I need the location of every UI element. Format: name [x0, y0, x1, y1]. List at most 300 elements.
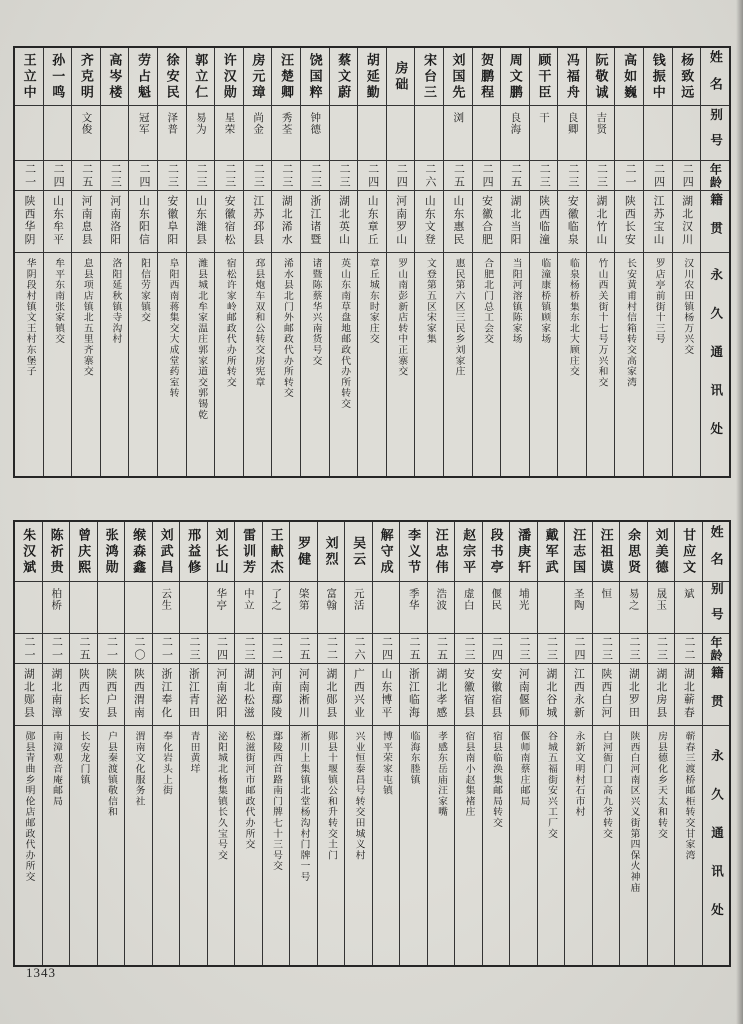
address-cell: 浠水县北门外邮政代办所转交: [281, 258, 293, 399]
name-cell: 汪志国: [565, 522, 592, 582]
name-cell: 徐安民: [158, 48, 186, 106]
person-column: [427, 522, 455, 965]
origin-cell: 湖北竹山: [587, 191, 615, 253]
age-cell: 二六: [345, 634, 372, 664]
person-column: [372, 522, 400, 965]
age-cell: 二〇: [125, 634, 152, 664]
age-cell: 二三: [510, 634, 537, 664]
alias-cell: [15, 582, 42, 634]
alias-cell: 华亭: [208, 582, 235, 634]
address-cell: 竹山西关街十七号万兴和交: [596, 258, 608, 388]
person-column: [100, 48, 129, 476]
header-alias: 别号: [701, 106, 729, 161]
origin-cell: 湖北浠水: [272, 191, 300, 253]
age-cell: 二三: [235, 634, 262, 664]
age-cell: 二三: [158, 161, 186, 191]
name-cell: 甘应文: [675, 522, 702, 582]
origin-cell: 河南罗山: [387, 191, 415, 253]
name-cell: 高如巍: [615, 48, 643, 106]
name-cell: 罗健: [290, 522, 317, 582]
name-cell: 蔡文蔚: [330, 48, 358, 106]
age-cell: 二六: [415, 161, 443, 191]
alias-cell: [15, 106, 43, 161]
origin-cell: 河南洛阳: [101, 191, 129, 253]
name-cell: 余思贤: [620, 522, 647, 582]
age-cell: 二一: [153, 634, 180, 664]
name-cell: 张鸿勋: [98, 522, 125, 582]
name-cell: 汪祖谟: [593, 522, 620, 582]
person-column: [243, 48, 272, 476]
address-cell: 长安龙门镇: [78, 731, 90, 785]
origin-cell: 湖北蕲春: [675, 664, 702, 726]
person-column: [500, 48, 529, 476]
alias-cell: 棨第: [290, 582, 317, 634]
person-column: [300, 48, 329, 476]
header-age: 年龄: [701, 161, 729, 191]
address-cell: 息县项店镇北五里齐寨交: [81, 258, 93, 377]
name-cell: 房元璋: [244, 48, 272, 106]
age-cell: 二三: [301, 161, 329, 191]
name-cell: 曾庆熙: [70, 522, 97, 582]
age-cell: 二三: [587, 161, 615, 191]
address-cell: 汉川农田镇杨万兴交: [682, 258, 694, 356]
name-cell: 刘武昌: [153, 522, 180, 582]
age-cell: 二五: [400, 634, 427, 664]
alias-cell: [644, 106, 672, 161]
name-cell: 汪忠伟: [428, 522, 455, 582]
person-column: [179, 522, 207, 965]
alias-cell: 钟德: [301, 106, 329, 161]
address-cell: 兴业恒泰昌号转交田城义村: [353, 731, 365, 861]
alias-cell: [101, 106, 129, 161]
origin-cell: 安徽合肥: [473, 191, 501, 253]
name-cell: 邢益修: [180, 522, 207, 582]
address-cell: 偃师南蔡庄邮局: [518, 731, 530, 807]
age-cell: 二五: [72, 161, 100, 191]
person-column: [414, 48, 443, 476]
alias-cell: [125, 582, 152, 634]
age-cell: 二四: [565, 634, 592, 664]
name-cell: 戴军武: [538, 522, 565, 582]
name-cell: 高岑楼: [101, 48, 129, 106]
alias-cell: 偃民: [483, 582, 510, 634]
origin-cell: 安徽临泉: [558, 191, 586, 253]
origin-cell: 山东潍县: [187, 191, 215, 253]
person-column: [557, 48, 586, 476]
origin-cell: 陕西华阴: [15, 191, 43, 253]
header-origin: 籍贯: [703, 664, 730, 726]
person-column: [454, 522, 482, 965]
age-cell: 二二: [675, 634, 702, 664]
person-column: [509, 522, 537, 965]
name-cell: 刘长山: [208, 522, 235, 582]
alias-cell: 吉贤: [587, 106, 615, 161]
address-cell: 临潼康桥镇顾家场: [539, 258, 551, 345]
alias-cell: 星荣: [215, 106, 243, 161]
origin-cell: 河南淅川: [290, 664, 317, 726]
alias-cell: 季华: [400, 582, 427, 634]
address-cell: 松滋街河市邮政代办所交: [243, 731, 255, 850]
address-cell: 罗山南彭新店转中正寨交: [396, 258, 408, 377]
person-column: [674, 522, 702, 965]
origin-cell: 湖北南漳: [43, 664, 70, 726]
alias-cell: 浩波: [428, 582, 455, 634]
name-cell: 雷训芳: [235, 522, 262, 582]
alias-cell: 恒: [593, 582, 620, 634]
person-column: [357, 48, 386, 476]
person-column: [672, 48, 701, 476]
origin-cell: 安徽阜阳: [158, 191, 186, 253]
alias-cell: [387, 106, 415, 161]
person-column: [564, 522, 592, 965]
alias-cell: 浏: [444, 106, 472, 161]
origin-cell: 浙江诸暨: [301, 191, 329, 253]
origin-cell: 湖北罗田: [620, 664, 647, 726]
header-origin: 籍贯: [701, 191, 729, 253]
alias-cell: [98, 582, 125, 634]
person-column: [97, 522, 125, 965]
age-cell: 二三: [455, 634, 482, 664]
alias-cell: 虚白: [455, 582, 482, 634]
alias-cell: [373, 582, 400, 634]
alias-cell: [44, 106, 72, 161]
name-cell: 劳占魁: [129, 48, 157, 106]
header-address: 永久通讯处: [709, 749, 724, 942]
name-cell: 饶国粹: [301, 48, 329, 106]
age-cell: 二五: [444, 161, 472, 191]
person-column: [399, 522, 427, 965]
header-column: [700, 48, 729, 476]
person-column: [329, 48, 358, 476]
address-cell: 孝感东岳庙汪家嘴: [436, 731, 447, 818]
name-cell: 陈祈贵: [43, 522, 70, 582]
person-column: [69, 522, 97, 965]
name-cell: 王献杰: [263, 522, 290, 582]
address-cell: 罗店亭前街十三号: [653, 258, 665, 345]
origin-cell: 湖北汉川: [673, 191, 701, 253]
alias-cell: 良卿: [558, 106, 586, 161]
origin-cell: 河南鄢陵: [263, 664, 290, 726]
person-column: [614, 48, 643, 476]
age-cell: 二三: [648, 634, 675, 664]
header-name: 姓名: [703, 522, 730, 582]
address-cell: 宿县南小赵集褚庄: [463, 731, 475, 818]
address-cell: 诸暨陈蔡华兴南货号交: [310, 258, 322, 366]
origin-cell: 湖北英山: [330, 191, 358, 253]
origin-cell: 安徽宿松: [215, 191, 243, 253]
alias-cell: 斌: [675, 582, 702, 634]
alias-cell: 冠军: [129, 106, 157, 161]
alias-cell: [180, 582, 207, 634]
age-cell: 二二: [263, 634, 290, 664]
name-cell: 郭立仁: [187, 48, 215, 106]
address-cell: 阜阳西南蒋集交大成堂药室转: [167, 258, 179, 399]
address-cell: 户县秦渡镇敬信和: [106, 731, 117, 818]
origin-cell: 江西永新: [565, 664, 592, 726]
person-column: [157, 48, 186, 476]
name-cell: 吴云: [345, 522, 372, 582]
age-cell: 二三: [187, 161, 215, 191]
age-cell: 二四: [673, 161, 701, 191]
alias-cell: [330, 106, 358, 161]
age-cell: 二一: [15, 634, 42, 664]
alias-cell: [415, 106, 443, 161]
person-column: [71, 48, 100, 476]
name-cell: 缑森鑫: [125, 522, 152, 582]
origin-cell: 山东博平: [373, 664, 400, 726]
address-cell: 永新文明村石市村: [573, 731, 585, 818]
origin-cell: 江苏宝山: [644, 191, 672, 253]
person-column: [472, 48, 501, 476]
age-cell: 二五: [70, 634, 97, 664]
origin-cell: 山东牟平: [44, 191, 72, 253]
alias-cell: 了之: [263, 582, 290, 634]
person-column: [619, 522, 647, 965]
age-cell: 二三: [593, 634, 620, 664]
alias-cell: [673, 106, 701, 161]
header-age: 年龄: [703, 634, 730, 664]
age-cell: 二三: [558, 161, 586, 191]
address-cell: 合肥北门总工会交: [482, 258, 494, 345]
origin-cell: 山东惠民: [444, 191, 472, 253]
origin-cell: 江苏邳县: [244, 191, 272, 253]
address-cell: 青田黄垟: [188, 731, 200, 775]
age-cell: 二三: [530, 161, 558, 191]
person-column: [344, 522, 372, 965]
age-cell: 二五: [428, 634, 455, 664]
origin-cell: 陕西临潼: [530, 191, 558, 253]
address-cell: 惠民第六区三民乡刘家庄: [453, 258, 465, 377]
origin-cell: 陕西白河: [593, 664, 620, 726]
person-column: [152, 522, 180, 965]
age-cell: 二四: [129, 161, 157, 191]
name-cell: 解守成: [373, 522, 400, 582]
alias-cell: 元活: [345, 582, 372, 634]
alias-cell: 易之: [620, 582, 647, 634]
page-number: 1343: [26, 965, 56, 980]
address-cell: 渭南文化服务社: [133, 731, 145, 807]
age-cell: 二一: [615, 161, 643, 191]
origin-cell: 陕西渭南: [125, 664, 152, 726]
name-cell: 刘烈: [318, 522, 345, 582]
person-column: [234, 522, 262, 965]
address-cell: 章丘城东时家庄交: [367, 258, 379, 345]
origin-cell: 浙江临海: [400, 664, 427, 726]
person-column: [317, 522, 345, 965]
origin-cell: 安徽宿县: [455, 664, 482, 726]
origin-cell: 陕西户县: [98, 664, 125, 726]
age-cell: 二一: [98, 634, 125, 664]
name-cell: 周文鹏: [501, 48, 529, 106]
age-cell: 二四: [483, 634, 510, 664]
address-cell: 宿县临涣集邮局转交: [491, 731, 502, 829]
person-column: [529, 48, 558, 476]
age-cell: 二三: [101, 161, 129, 191]
name-cell: 刘美德: [648, 522, 675, 582]
name-cell: 房础: [387, 48, 415, 106]
header-address: 永久通讯处: [708, 268, 723, 461]
roster-table-bottom: [13, 520, 731, 967]
alias-cell: 埔光: [510, 582, 537, 634]
person-column: [592, 522, 620, 965]
age-cell: 二四: [473, 161, 501, 191]
origin-cell: 广西兴业: [345, 664, 372, 726]
person-column: [443, 48, 472, 476]
address-cell: 郧县青曲乡明伦店邮政代办所交: [23, 731, 35, 883]
origin-cell: 陕西长安: [615, 191, 643, 253]
person-column: [482, 522, 510, 965]
address-cell: 陕西白河南区兴义街第四保火神庙: [628, 731, 640, 893]
alias-cell: [615, 106, 643, 161]
name-cell: 齐克明: [72, 48, 100, 106]
age-cell: 二三: [272, 161, 300, 191]
address-cell: 临泉杨桥集东北大顾庄交: [567, 258, 579, 377]
origin-cell: 山东章丘: [358, 191, 386, 253]
address-cell: 牟平东南张家镇交: [53, 258, 65, 345]
name-cell: 冯福舟: [558, 48, 586, 106]
age-cell: 二四: [208, 634, 235, 664]
alias-cell: 泽普: [158, 106, 186, 161]
age-cell: 二三: [538, 634, 565, 664]
name-cell: 杨致远: [673, 48, 701, 106]
alias-cell: 易为: [187, 106, 215, 161]
age-cell: 二三: [215, 161, 243, 191]
age-cell: 二二: [318, 634, 345, 664]
age-cell: 二四: [373, 634, 400, 664]
origin-cell: 湖北当阳: [501, 191, 529, 253]
origin-cell: 河南偃师: [510, 664, 537, 726]
person-column: [386, 48, 415, 476]
address-cell: 白河衙门口高九爷转交: [601, 731, 612, 839]
person-column: [186, 48, 215, 476]
alias-cell: 尚金: [244, 106, 272, 161]
address-cell: 房县德化乡天太和转交: [656, 731, 667, 839]
age-cell: 二四: [44, 161, 72, 191]
person-column: [262, 522, 290, 965]
person-column: [124, 522, 152, 965]
person-column: [289, 522, 317, 965]
age-cell: 二三: [620, 634, 647, 664]
origin-cell: 河南泌阳: [208, 664, 235, 726]
person-column: [43, 48, 72, 476]
person-column: [207, 522, 235, 965]
age-cell: 二三: [330, 161, 358, 191]
name-cell: 胡延勤: [358, 48, 386, 106]
address-cell: 南漳观音庵邮局: [51, 731, 62, 807]
address-cell: 华阴段村镇文王村东堡子: [24, 258, 36, 377]
age-cell: 二三: [244, 161, 272, 191]
person-column: [647, 522, 675, 965]
name-cell: 赵宗平: [455, 522, 482, 582]
person-column: [643, 48, 672, 476]
age-cell: 二五: [290, 634, 317, 664]
alias-cell: 文俊: [72, 106, 100, 161]
address-cell: 长安黄甫村信箱转交高家湾: [625, 258, 637, 388]
age-cell: 二一: [15, 161, 43, 191]
alias-cell: 富翰: [318, 582, 345, 634]
origin-cell: 湖北郧县: [15, 664, 42, 726]
address-cell: 谷城五福街安兴工厂交: [546, 731, 557, 839]
alias-cell: 秀荃: [272, 106, 300, 161]
name-cell: 潘庚轩: [510, 522, 537, 582]
alias-cell: 良海: [501, 106, 529, 161]
origin-cell: 山东阳信: [129, 191, 157, 253]
person-column: [15, 522, 42, 965]
header-name: 姓名: [701, 48, 729, 106]
origin-cell: 湖北松滋: [235, 664, 262, 726]
address-cell: 郧县十堰镇公和升转交土门: [326, 731, 337, 861]
header-alias: 别号: [703, 582, 730, 634]
header-column: [702, 522, 730, 965]
name-cell: 刘国先: [444, 48, 472, 106]
origin-cell: 湖北谷城: [538, 664, 565, 726]
origin-cell: 山东文登: [415, 191, 443, 253]
age-cell: 二四: [358, 161, 386, 191]
origin-cell: 湖北孝感: [428, 664, 455, 726]
address-cell: 奉化岩头上街: [161, 731, 172, 796]
person-column: [214, 48, 243, 476]
age-cell: 二一: [43, 634, 70, 664]
name-cell: 李义节: [400, 522, 427, 582]
name-cell: 汪楚卿: [272, 48, 300, 106]
address-cell: 洛阳延秋镇寺沟村: [110, 258, 122, 345]
name-cell: 朱汉斌: [15, 522, 42, 582]
name-cell: 阮敬诚: [587, 48, 615, 106]
origin-cell: 陕西长安: [70, 664, 97, 726]
roster-table-top: [13, 46, 731, 478]
origin-cell: 安徽宿县: [483, 664, 510, 726]
name-cell: 贺鹏程: [473, 48, 501, 106]
name-cell: 钱振中: [644, 48, 672, 106]
person-column: [586, 48, 615, 476]
alias-cell: 晟玉: [648, 582, 675, 634]
person-column: [537, 522, 565, 965]
name-cell: 段书亭: [483, 522, 510, 582]
alias-cell: 圣陶: [565, 582, 592, 634]
alias-cell: [358, 106, 386, 161]
address-cell: 淅川上集镇北堂杨沟村门牌一号: [298, 731, 310, 883]
person-column: [271, 48, 300, 476]
name-cell: 王立中: [15, 48, 43, 106]
address-cell: 鄢陵西首路南门牌七十三号交: [271, 731, 282, 872]
address-cell: 英山东南草盘地邮政代办所转交: [339, 258, 351, 410]
origin-cell: 浙江奉化: [153, 664, 180, 726]
alias-cell: [70, 582, 97, 634]
age-cell: 二四: [387, 161, 415, 191]
address-cell: 宿松许家岭邮政代办所转交: [224, 258, 236, 388]
alias-cell: [538, 582, 565, 634]
address-cell: 蕲春三渡桥邮柜转交甘家湾: [683, 731, 695, 861]
person-column: [42, 522, 70, 965]
alias-cell: [473, 106, 501, 161]
alias-cell: 干: [530, 106, 558, 161]
alias-cell: 云生: [153, 582, 180, 634]
person-column: [128, 48, 157, 476]
origin-cell: 湖北郧县: [318, 664, 345, 726]
address-cell: 博平荣家屯镇: [381, 731, 392, 796]
address-cell: 潍县城北牟家温庄郭家道交郭锡乾: [196, 258, 208, 420]
alias-cell: 中立: [235, 582, 262, 634]
name-cell: 顾干臣: [530, 48, 558, 106]
person-column: [15, 48, 43, 476]
age-cell: 二五: [501, 161, 529, 191]
age-cell: 二三: [180, 634, 207, 664]
address-cell: 邳县炮车双和公转交房宪章: [253, 258, 265, 388]
address-cell: 阳信劳家镇交: [138, 258, 150, 323]
address-cell: 文登第五区宋家集: [424, 258, 436, 345]
origin-cell: 湖北房县: [648, 664, 675, 726]
name-cell: 许汉勋: [215, 48, 243, 106]
